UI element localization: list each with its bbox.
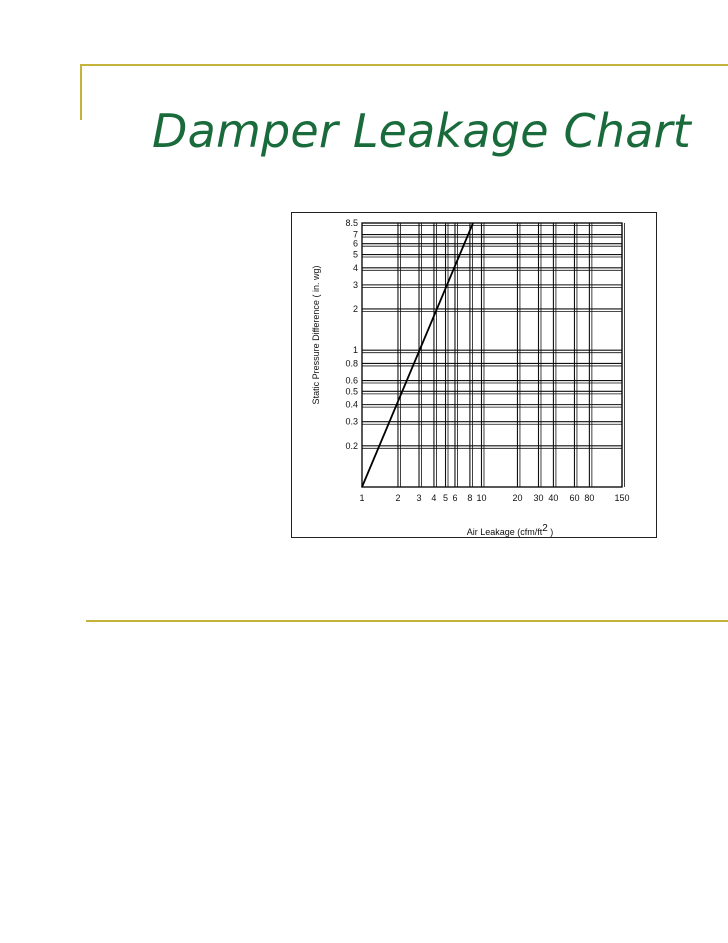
x-tick-label: 60 xyxy=(569,493,580,503)
y-tick-label: 4 xyxy=(352,262,358,273)
slide-accent-rule-vertical xyxy=(80,64,82,120)
x-tick-label: 80 xyxy=(584,493,595,503)
slide-title: Damper Leakage Chart xyxy=(152,104,691,158)
y-tick-label: 5 xyxy=(352,249,358,260)
y-tick-label: 0.4 xyxy=(345,399,358,410)
x-axis-title: Air Leakage (cfm/ft2 ) xyxy=(466,523,554,537)
y-tick-label: 0.8 xyxy=(345,358,358,369)
slide-accent-rule-bottom xyxy=(86,620,728,622)
leakage-series-line xyxy=(362,223,473,487)
x-tick-label: 1 xyxy=(359,493,365,503)
x-tick-label: 2 xyxy=(395,493,401,503)
y-tick-label: 0.6 xyxy=(345,375,358,386)
y-tick-label: 0.3 xyxy=(345,416,358,427)
x-tick-label: 6 xyxy=(452,493,458,503)
y-tick-label: 0.5 xyxy=(345,386,358,397)
x-tick-label: 20 xyxy=(512,493,523,503)
plot-area-border xyxy=(362,223,622,487)
slide-accent-rule-top xyxy=(80,64,728,66)
leakage-chart-svg xyxy=(292,213,656,537)
x-tick-label: 40 xyxy=(548,493,559,503)
x-tick-label: 4 xyxy=(431,493,437,503)
y-tick-label: 2 xyxy=(352,303,358,314)
chart-frame xyxy=(291,212,657,538)
y-axis-title: Static Pressure Difference ( in. wg) xyxy=(311,265,321,405)
y-tick-label: 7 xyxy=(352,229,358,240)
y-tick-label: 0.2 xyxy=(345,440,358,451)
y-tick-label: 1 xyxy=(352,345,358,356)
x-tick-label: 10 xyxy=(476,493,487,503)
x-tick-label: 150 xyxy=(614,493,630,503)
x-tick-label: 30 xyxy=(533,493,544,503)
y-tick-label: 6 xyxy=(352,238,358,249)
y-tick-label: 3 xyxy=(352,279,358,290)
x-tick-label: 5 xyxy=(443,493,449,503)
x-tick-label: 8 xyxy=(467,493,473,503)
x-tick-label: 3 xyxy=(416,493,422,503)
y-tick-label: 8.5 xyxy=(345,218,358,228)
